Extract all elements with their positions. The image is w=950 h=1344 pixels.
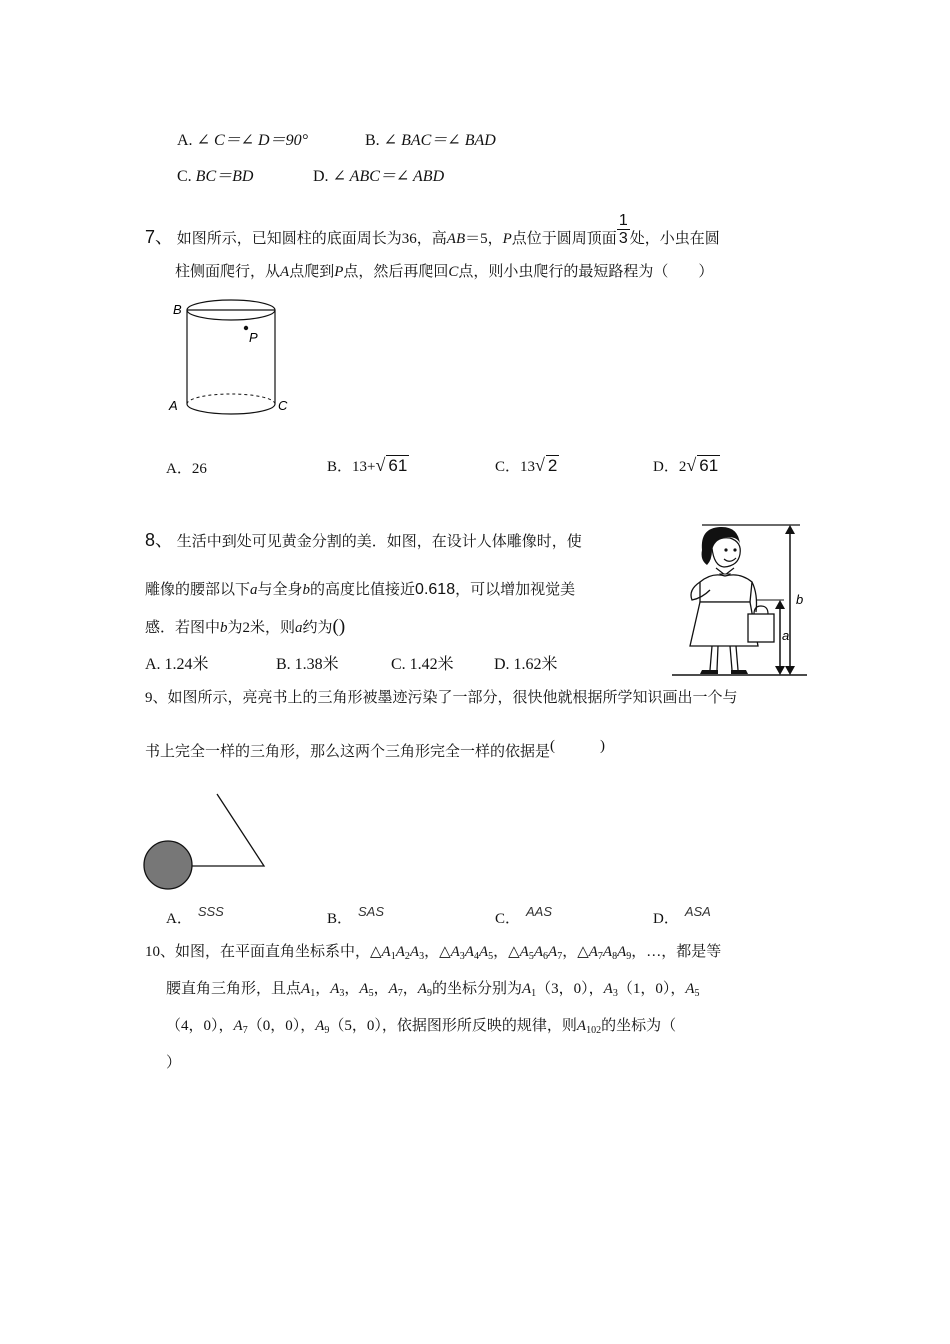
var: A <box>548 944 558 960</box>
label-a: A <box>169 398 178 413</box>
var: A <box>330 981 340 997</box>
point-p-dot <box>244 326 248 330</box>
q7-option-d <box>653 455 720 477</box>
text: ，可以增加视觉美 <box>455 582 576 598</box>
var: A <box>388 981 398 997</box>
var: A <box>588 944 598 960</box>
text: ，△ <box>424 944 451 960</box>
var: A <box>315 1018 325 1034</box>
var: P <box>334 264 344 280</box>
var: a <box>295 620 303 636</box>
sub: 3 <box>419 951 425 962</box>
text: 的坐标分别为 <box>431 981 522 997</box>
var: A <box>576 1018 587 1034</box>
q8-option-c: C. 1.42米 <box>391 656 454 673</box>
sub: 5 <box>694 988 700 999</box>
cylinder-bottom-back-dashed <box>187 394 275 404</box>
sub: 5 <box>368 988 374 999</box>
text: ， <box>402 981 418 997</box>
label-b: B <box>173 302 182 317</box>
text: ，…，都是等 <box>631 944 722 960</box>
q8-option-b: B. 1.38米 <box>276 656 339 673</box>
option-prefix: 13 <box>520 459 536 475</box>
q9-option-d <box>653 904 711 929</box>
ratio-value: 0.618 <box>415 581 456 598</box>
sub: 9 <box>324 1025 330 1036</box>
option-value: 26 <box>191 461 207 477</box>
frac-den: 3 <box>618 230 628 247</box>
sub: 4 <box>473 951 479 962</box>
option-value: ASA <box>684 904 711 919</box>
sub: 2 <box>404 951 410 962</box>
text: ＝5， <box>465 230 503 247</box>
q10-line-1 <box>145 942 721 962</box>
cylinder-figure <box>165 292 300 422</box>
option-label: A． <box>166 911 192 927</box>
q7-option-c <box>495 455 559 477</box>
question-number: 8、 <box>145 530 174 550</box>
var: A <box>617 944 627 960</box>
q8-option-d: D. 1.62米 <box>494 656 558 673</box>
text: 为2米，则 <box>227 620 296 636</box>
torso <box>700 575 752 602</box>
text: 点，然后再爬回 <box>343 264 449 280</box>
text: （4，0）， <box>166 1018 234 1034</box>
var: AB <box>446 230 466 247</box>
sub: 102 <box>586 1025 602 1036</box>
sub: 7 <box>397 988 403 999</box>
text: 生活中到处可见黄金分割的美．如图，在设计人体雕像时，使 <box>176 534 582 550</box>
sub: 3 <box>459 951 465 962</box>
option-label: B. <box>365 132 380 149</box>
golden-ratio-figure <box>672 520 817 682</box>
arrow-b-head-bottom <box>785 666 795 675</box>
var: A <box>395 944 405 960</box>
var: A <box>450 944 460 960</box>
q7-option-b <box>327 455 409 477</box>
option-prefix: 2 <box>678 459 687 475</box>
eye <box>733 548 736 551</box>
text: 书上完全一样的三角形，那么这两个三角形完全一样的依据是 <box>145 744 551 760</box>
text: 点位于圆周顶面 <box>511 230 617 247</box>
q9-line-1: 9、如图所示，亮亮书上的三角形被墨迹污染了一部分，很快他就根据所学知识画出一个与 <box>145 690 738 706</box>
text: ，△ <box>493 944 520 960</box>
option-value: AAS <box>526 904 553 919</box>
q6-option-c <box>177 163 253 186</box>
text: 10、如图，在平面直角坐标系中，△ <box>145 944 382 960</box>
sub: 9 <box>426 988 432 999</box>
label-c: C <box>278 398 288 413</box>
option-label: B． <box>327 911 353 927</box>
ink-blot-triangle-figure <box>142 790 272 894</box>
q9-line-2 <box>145 738 606 762</box>
option-expression: ∠ BAC＝∠ BAD <box>383 132 496 149</box>
text: 点爬到 <box>289 264 335 280</box>
q6-option-b <box>365 127 496 150</box>
q10-line-3 <box>166 1016 676 1036</box>
var: P <box>502 230 512 247</box>
q9-option-c <box>495 904 553 929</box>
label-p: P <box>249 330 258 345</box>
var: A <box>359 981 369 997</box>
var: a <box>250 582 258 598</box>
q7-line-1 <box>145 212 720 257</box>
leg <box>710 646 712 670</box>
q7-option-a <box>166 459 207 479</box>
shoe <box>731 670 748 674</box>
text: （0，0）， <box>247 1018 316 1034</box>
q8-line-2 <box>145 580 575 600</box>
fraction-one-third <box>617 212 630 247</box>
q8-line-1 <box>145 530 582 552</box>
text: （1，0）， <box>617 981 686 997</box>
sub: 7 <box>242 1025 248 1036</box>
text: ， <box>373 981 389 997</box>
text: （5，0），依据图形所反映的规律，则 <box>329 1018 577 1034</box>
text: 腰直角三角形，且点 <box>166 981 302 997</box>
option-label: C. <box>177 168 192 185</box>
var: C <box>448 264 459 280</box>
var: A <box>381 944 391 960</box>
answer-paren: ( ) <box>550 738 606 754</box>
option-label: A. <box>177 132 193 149</box>
var: A <box>533 944 544 960</box>
option-expression: ∠ C＝∠ D＝90° <box>196 132 309 149</box>
text: 点，则小虫爬行的最短路程为（ ） <box>458 264 714 280</box>
option-label: D． <box>653 459 679 475</box>
q9-option-b <box>327 904 385 929</box>
cylinder-bottom-front <box>187 404 275 414</box>
text: ，△ <box>562 944 589 960</box>
option-expression: BC＝BD <box>195 168 254 185</box>
q8-line-3 <box>145 617 345 638</box>
option-value: SSS <box>197 904 224 919</box>
var: A <box>301 981 311 997</box>
option-prefix: 13+ <box>352 459 376 475</box>
text: 雕像的腰部以下 <box>145 582 251 598</box>
sub: 3 <box>612 988 618 999</box>
arrow-b-head-top <box>785 525 795 534</box>
label-b: b <box>796 592 804 607</box>
sub: 6 <box>543 951 549 962</box>
q8-option-a: A. 1.24米 <box>145 656 209 673</box>
sub: 1 <box>531 988 537 999</box>
var: A <box>603 981 613 997</box>
var: b <box>220 620 228 636</box>
question-number: 7、 <box>145 226 174 247</box>
q9-option-a <box>166 904 224 929</box>
leg <box>736 646 738 670</box>
shoe <box>700 670 718 674</box>
sub: 1 <box>310 988 316 999</box>
option-label: D. <box>313 168 329 185</box>
var: A <box>280 264 290 280</box>
text: 的高度比值接近 <box>310 582 416 598</box>
sub: 7 <box>597 951 603 962</box>
text: 约为 <box>302 620 333 636</box>
option-label: C． <box>495 459 521 475</box>
q10-line-4: ） <box>166 1055 182 1071</box>
var: b <box>302 582 311 598</box>
text: 与全身 <box>257 582 303 598</box>
var: A <box>233 1018 243 1034</box>
option-label: A． <box>166 461 192 477</box>
text: （3，0）， <box>536 981 604 997</box>
option-value: SAS <box>358 904 385 919</box>
frac-num: 1 <box>618 212 628 229</box>
text: ， <box>315 981 331 997</box>
bag <box>748 614 774 642</box>
option-label: B． <box>327 459 353 475</box>
var: A <box>519 944 529 960</box>
q6-option-a <box>177 127 308 150</box>
option-label: D． <box>653 911 679 927</box>
text: 的坐标为（ <box>601 1018 677 1034</box>
arrow-a-head-top <box>775 600 785 609</box>
var: A <box>685 981 695 997</box>
sqrt-symbol: √ 61 <box>686 455 719 475</box>
var: A <box>464 944 474 960</box>
var: A <box>521 981 532 997</box>
text: 柱侧面爬行，从 <box>175 264 281 280</box>
sub: 1 <box>390 951 396 962</box>
var: A <box>417 981 427 997</box>
sqrt-symbol: √ 61 <box>375 455 408 475</box>
radicand: 61 <box>699 456 719 475</box>
text: ， <box>344 981 360 997</box>
answer-paren: () <box>332 616 346 637</box>
leg <box>730 646 732 670</box>
var: A <box>602 944 613 960</box>
label-a: a <box>782 628 790 643</box>
face <box>712 538 740 567</box>
sub: 8 <box>612 951 618 962</box>
sqrt-symbol: √ 2 <box>535 455 558 475</box>
sub: 5 <box>528 951 534 962</box>
ink-blot <box>144 841 192 889</box>
radicand: 2 <box>547 456 558 475</box>
var: A <box>409 944 420 960</box>
text: 处，小虫在圆 <box>629 230 720 247</box>
option-label: C． <box>495 911 521 927</box>
radicand: 61 <box>388 456 408 475</box>
option-expression: ∠ ABC＝∠ ABD <box>332 168 445 185</box>
sub: 3 <box>339 988 345 999</box>
text: 感．若图中 <box>145 620 221 636</box>
sub: 5 <box>488 951 494 962</box>
eye <box>724 548 727 551</box>
sub: 9 <box>626 951 632 962</box>
leg <box>717 646 718 670</box>
sub: 7 <box>557 951 563 962</box>
q7-line-2 <box>175 262 713 282</box>
q6-option-d <box>313 163 444 186</box>
arrow-a-head-bottom <box>775 666 785 675</box>
var: A <box>478 944 489 960</box>
text: 如图所示，已知圆柱的底面周长为36，高 <box>176 230 447 247</box>
q10-line-2 <box>166 979 700 999</box>
